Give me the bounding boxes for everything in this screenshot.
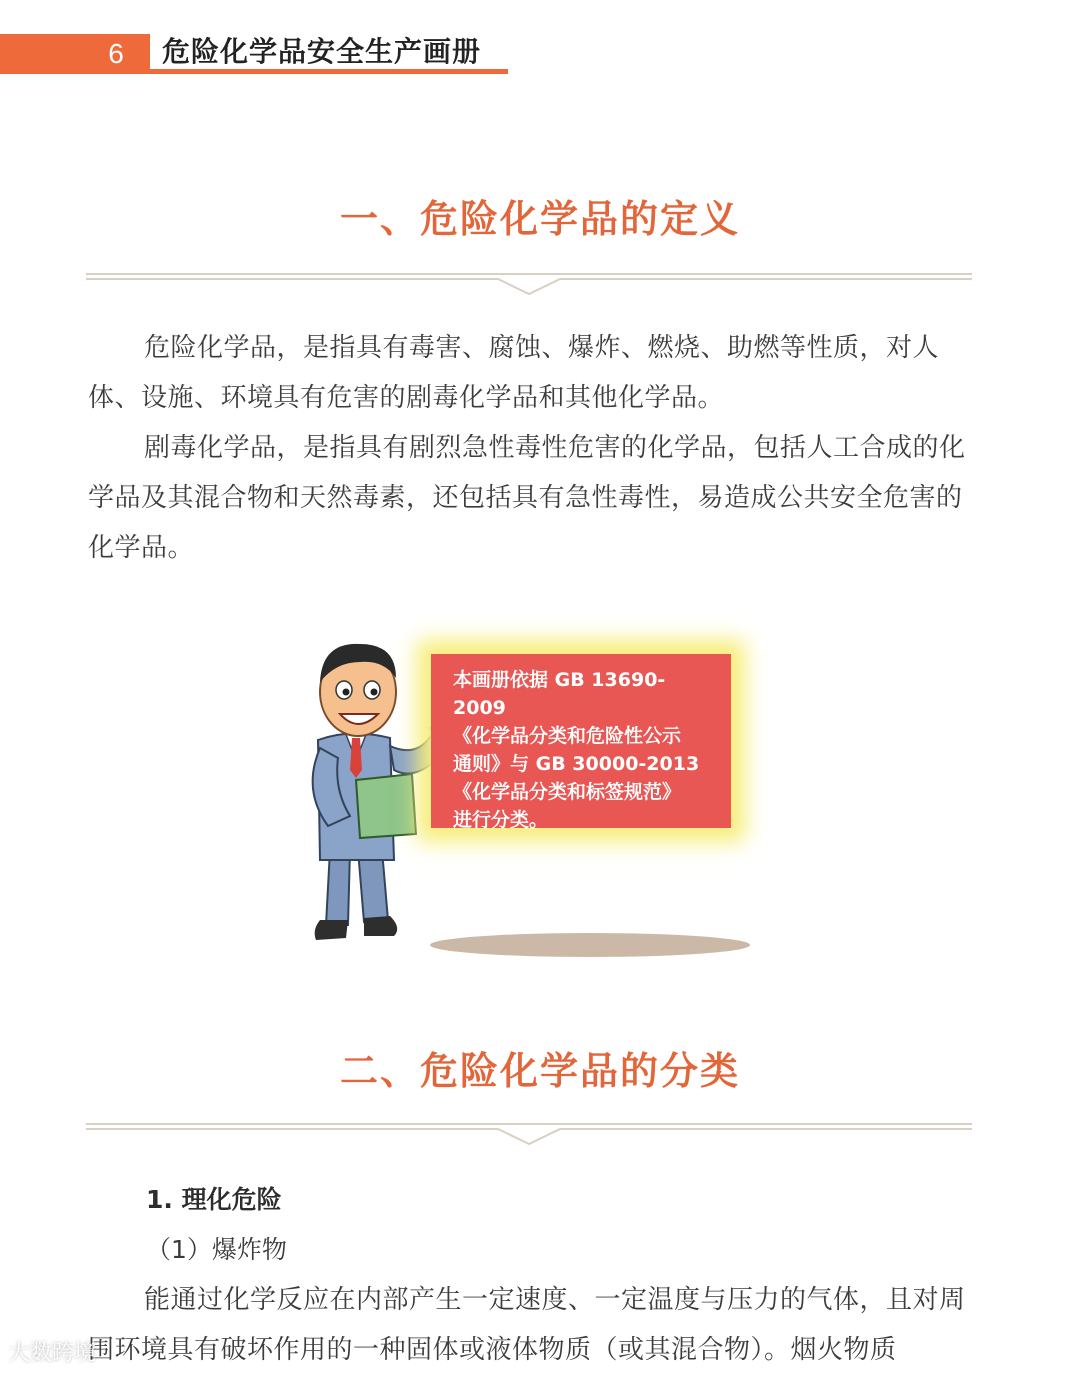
standards-note-callout	[431, 654, 731, 831]
watermark: 大数跨境	[8, 1341, 97, 1366]
note-line: 本画册依据 GB 13690-2009	[453, 669, 666, 719]
page-number: 6	[108, 38, 124, 69]
book-title: 危险化学品安全生产画册	[162, 35, 482, 68]
section-divider	[86, 1120, 972, 1146]
note-line: 通则》与 GB 30000-2013	[453, 753, 700, 775]
section-title-classification: 二、危险化学品的分类	[339, 1049, 740, 1093]
section-title-definition: 一、危险化学品的定义	[339, 197, 740, 241]
section-divider	[86, 270, 972, 296]
subheading-physical-hazards: 1. 理化危险	[146, 1185, 282, 1214]
header-underline	[150, 69, 508, 74]
note-line: 《化学品分类和危险性公示	[453, 725, 682, 747]
item-explosives: （1）爆炸物	[146, 1235, 287, 1264]
note-line: 进行分类。	[453, 809, 549, 831]
paragraph-explosives: 能通过化学反应在内部产生一定速度、一定温度与压力的气体，且对周围环境具有破坏作用的一种固体或液体物质（或其混合物）。烟火物质	[88, 1285, 966, 1365]
note-line: 《化学品分类和标签规范》	[453, 781, 682, 803]
paragraph-highly-toxic: 剧毒化学品，是指具有剧烈急性毒性危害的化学品，包括人工合成的化学品及其混合物和天然毒素，还包括具有急性毒性，易造成公共安全危害的化学品。	[88, 433, 966, 563]
paragraph-definition: 危险化学品，是指具有毒害、腐蚀、爆炸、燃烧、助燃等性质，对人体、设施、环境具有危害的剧毒化学品和其他化学品。	[88, 333, 940, 413]
